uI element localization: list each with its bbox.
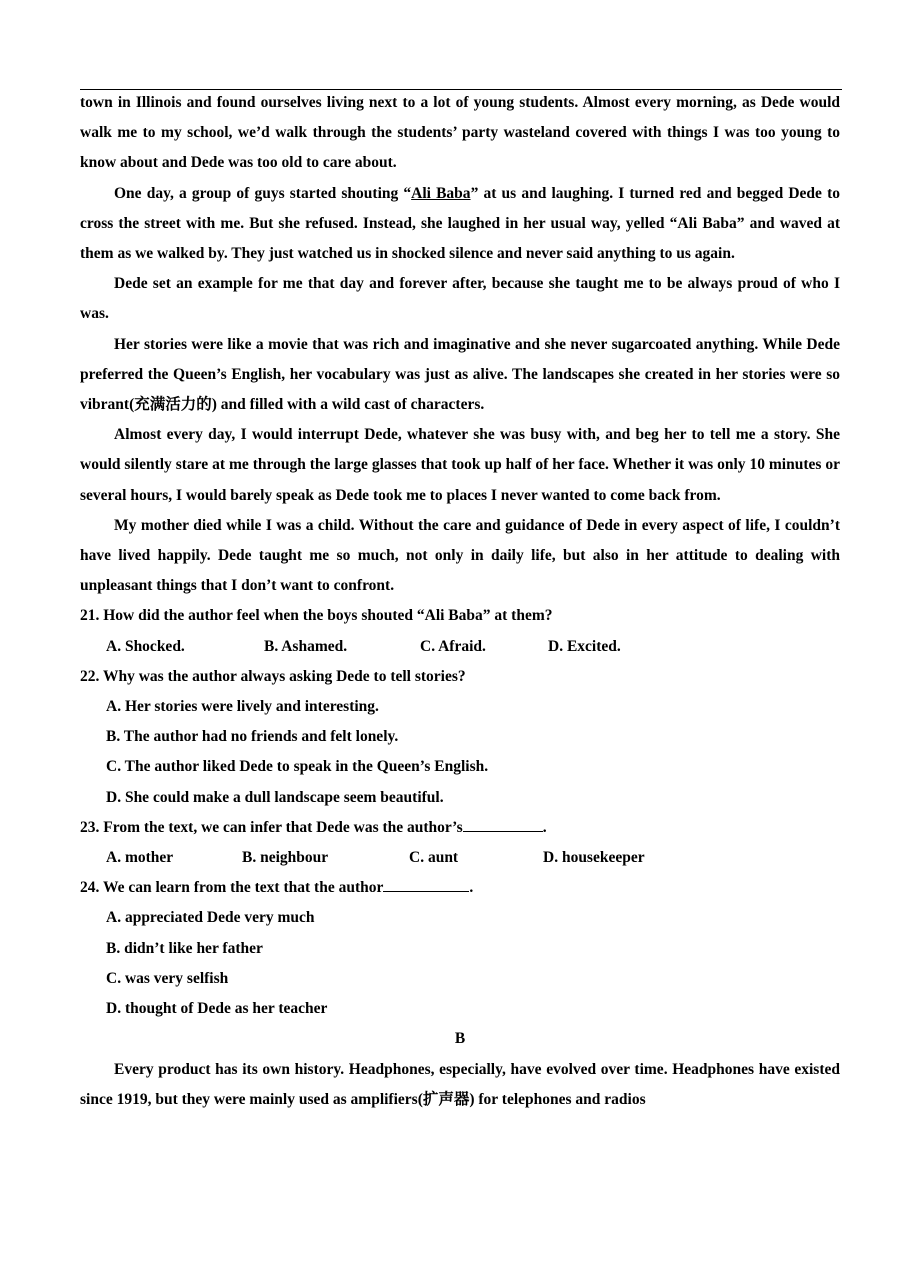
question-21-stem: 21. How did the author feel when the boys shouted “Ali Baba” at them? [80, 607, 553, 625]
section-b-paragraph-1: Every product has its own history. Headphones, especially, have evolved over time. Headphones have existed since 1919, but they were mainly used as amplifiers(扩声器) for telephones and radios [80, 1060, 840, 1108]
question-22-stem: 22. Why was the author always asking Dede to tell stories? [80, 667, 466, 685]
option: D. housekeeper [543, 849, 645, 867]
option: B. The author had no friends and felt lonely. [106, 728, 399, 746]
question-23-text: 23. From the text, we can infer that Dede was the author’s [80, 818, 463, 836]
option: A. mother [106, 849, 174, 867]
section-b-heading: B [454, 1030, 466, 1048]
option: B. didn’t like her father [106, 939, 263, 957]
passage-a-paragraph-6: My mother died while I was a child. Without the care and guidance of Dede in every aspect of life, I couldn’t have lived happily. Dede taught me so much, not only in daily life, but also in her attitude to dealing with unpleasant things that I don’t want to confront. [80, 516, 840, 595]
option: A. Her stories were lively and interesting. [106, 698, 379, 716]
option: C. was very selfish [106, 969, 229, 987]
passage-a-paragraph-3: Dede set an example for me that day and forever after, because she taught me to be always proud of who I was. [80, 275, 840, 323]
question-21-options [80, 632, 840, 662]
question-24-text: 24. We can learn from the text that the author [80, 879, 384, 897]
option: B. Ashamed. [264, 637, 348, 655]
question-23-end: . [542, 818, 547, 836]
document-body [80, 88, 840, 1115]
passage-a-paragraph-1: town in Illinois and found ourselves living next to a lot of young students. Almost every morning, as Dede would walk me to my school, we’d walk through the students’ party wasteland covered with things I was too young to know about and Dede was too old to care about. [80, 94, 840, 172]
option: D. She could make a dull landscape seem beautiful. [106, 788, 444, 806]
option: A. Shocked. [106, 637, 185, 655]
option: C. aunt [409, 849, 459, 867]
question-24-end: . [469, 879, 474, 897]
answer-blank [383, 877, 469, 892]
question-23-stem [80, 813, 840, 843]
answer-blank [463, 817, 543, 832]
passage-a-paragraph-5: Almost every day, I would interrupt Dede, whatever she was busy with, and beg her to tell me a story. She would silently stare at me through the large glasses that took up half of her face. Whether it was only 10 minutes or several hours, I would barely speak as Dede took me to places I never wanted to come back from. [80, 426, 840, 504]
option: D. thought of Dede as her teacher [106, 1000, 328, 1018]
paragraph-2-start: One day, a group of guys started shouting “ [114, 184, 412, 202]
question-24-stem [80, 873, 840, 903]
option: C. Afraid. [420, 637, 486, 655]
passage-a-paragraph-4: Her stories were like a movie that was rich and imaginative and she never sugarcoated anything. While Dede preferred the Queen’s English, her vocabulary was just as alive. The landscapes she created in her stories were so vibrant(充满活力的) and filled with a wild cast of characters. [80, 335, 840, 414]
option: C. The author liked Dede to speak in the Queen’s English. [106, 758, 489, 776]
option: D. Excited. [548, 637, 621, 655]
paragraph-2-rest: ” at us and laughing. I turned red and begged Dede to cross the street with me. But she refused. Instead, she laughed in her usual way, yelled “Ali Baba” and waved at them as we walked by. They just watched us in shocked silence and never said anything to us again. [80, 184, 840, 263]
option: B. neighbour [242, 849, 329, 867]
option: A. appreciated Dede very much [106, 909, 315, 927]
ali-baba-underlined: Ali Baba [411, 184, 471, 202]
question-23-options [80, 843, 840, 873]
passage-a-paragraph-2 [80, 179, 840, 270]
